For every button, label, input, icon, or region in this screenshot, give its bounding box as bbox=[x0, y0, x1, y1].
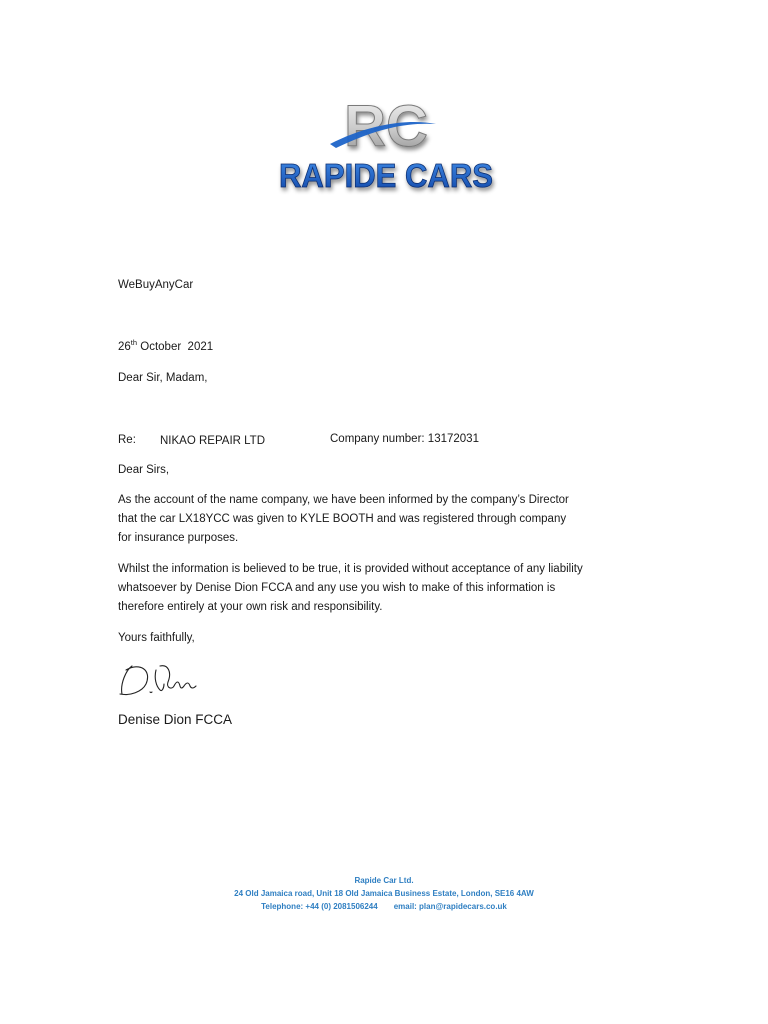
footer-contact bbox=[0, 902, 768, 911]
logo-monogram: RC bbox=[344, 94, 428, 159]
footer-telephone: Telephone: +44 (0) 2081506244 bbox=[261, 902, 378, 911]
footer-company: Rapide Car Ltd. bbox=[354, 876, 414, 885]
rapide-cars-logo bbox=[270, 92, 502, 198]
footer-address: 24 Old Jamaica road, Unit 18 Old Jamaica Business Estate, London, SE16 4AW bbox=[234, 889, 534, 898]
signature bbox=[116, 660, 208, 700]
footer-email: email: plan@rapidecars.co.uk bbox=[393, 902, 507, 911]
date-day: 26 bbox=[118, 341, 131, 353]
re-label: Re: bbox=[118, 434, 136, 446]
closing: Yours faithfully, bbox=[118, 632, 195, 644]
salutation-second: Dear Sirs, bbox=[118, 464, 170, 476]
company-name: NIKAO REPAIR LTD bbox=[160, 435, 266, 447]
salutation-first: Dear Sir, Madam, bbox=[118, 372, 208, 384]
recipient-name: WeBuyAnyCar bbox=[118, 279, 194, 291]
date-suffix: th bbox=[130, 338, 138, 348]
body-paragraph-1: As the account of the name company, we have been informed by the company’s Director that the car LX18YCC was given to KYLE BOOTH and was registered through company for insurance purposes. bbox=[118, 494, 569, 544]
logo-wordmark: RAPIDE CARS bbox=[279, 157, 493, 194]
letter-date bbox=[118, 338, 213, 357]
signer-name: Denise Dion FCCA bbox=[118, 712, 233, 727]
body-paragraph-2: Whilst the information is believed to be true, it is provided without acceptance of any liability whatsoever by Denise Dion FCCA and any use you wish to make of this information is therefore entirely at your own risk and responsibility. bbox=[118, 563, 583, 613]
company-number: Company number: 13172031 bbox=[330, 433, 479, 445]
date-rest: October 2021 bbox=[137, 341, 214, 353]
